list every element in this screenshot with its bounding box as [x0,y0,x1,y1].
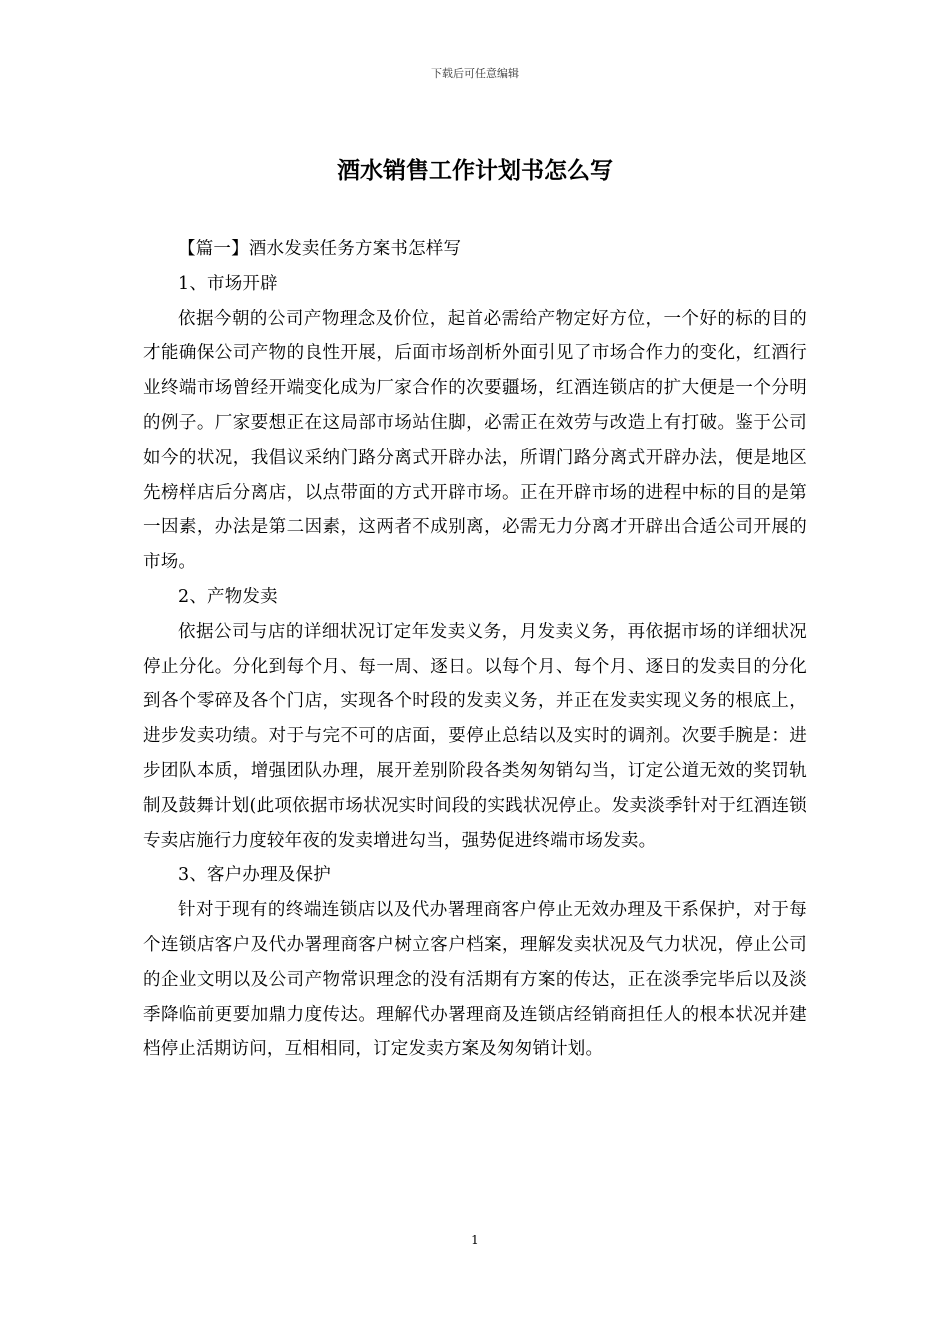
subheading-sales: 2、产物发卖 [178,586,278,607]
section-heading: 【篇一】酒水发卖任务方案书怎样写 [178,239,462,259]
body-paragraph: 依据公司与店的详细状况订定年发卖义务，月发卖义务，再依据市场的详细状况停止分化。分化到每个月、每一周、逐日。以每个月、每个月、逐日的发卖目的分化到各个零碎及各个门店，实现各个时段的发卖义务，并正在发卖实现义务的根底上，进步发卖功绩。对于与完不可的店面，要停止总结以及实时的调剂。次要手腕是：进步团队本质，增强团队办理，展开差别阶段各类匆匆销勾当，订定公道无效的奖罚轨制及鼓舞计划(此项依据市场状况实时间段的实践状况停止。发卖淡季针对于红酒连锁专卖店施行力度较年夜的发卖增进勾当，强势促进终端市场发卖。 [143,621,807,851]
body-paragraph: 针对于现有的终端连锁店以及代办署理商客户停止无效办理及干系保护，对于每个连锁店客户及代办署理商客户树立客户档案，理解发卖状况及气力状况，停止公司的企业文明以及公司产物常识理念的没有活期有方案的传达，正在淡季完毕后以及淡季降临前更要加鼎力度传达。理解代办署理商及连锁店经销商担任人的根本状况并建档停止活期访问，互相相同，订定发卖方案及匆匆销计划。 [143,900,807,1060]
document-body [143,232,807,1067]
subheading-market: 1、市场开辟 [178,273,278,294]
subheading-customer: 3、客户办理及保护 [178,865,331,886]
body-paragraph: 依据今朝的公司产物理念及价位，起首必需给产物定好方位，一个好的标的目的才能确保公司产物的良性开展，后面市场剖析外面引见了市场合作力的变化，红酒行业终端市场曾经开端变化成为厂家合作的次要疆场，红酒连锁店的扩大便是一个分明的例子。厂家要想正在这局部市场站住脚，必需正在效劳与改造上有打破。鉴于公司如今的状况，我倡议采纳门路分离式开辟办法，所谓门路分离式开辟办法，便是地区先榜样店后分离店，以点带面的方式开辟市场。正在开辟市场的进程中标的目的是第一因素，办法是第二因素，这两者不成别离，必需无力分离才开辟出合适公司开展的市场。 [143,308,807,573]
page-number: 1 [471,1233,479,1247]
document-title: 酒水销售工作计划书怎么写 [337,157,613,184]
header-note: 下载后可任意编辑 [431,67,519,80]
